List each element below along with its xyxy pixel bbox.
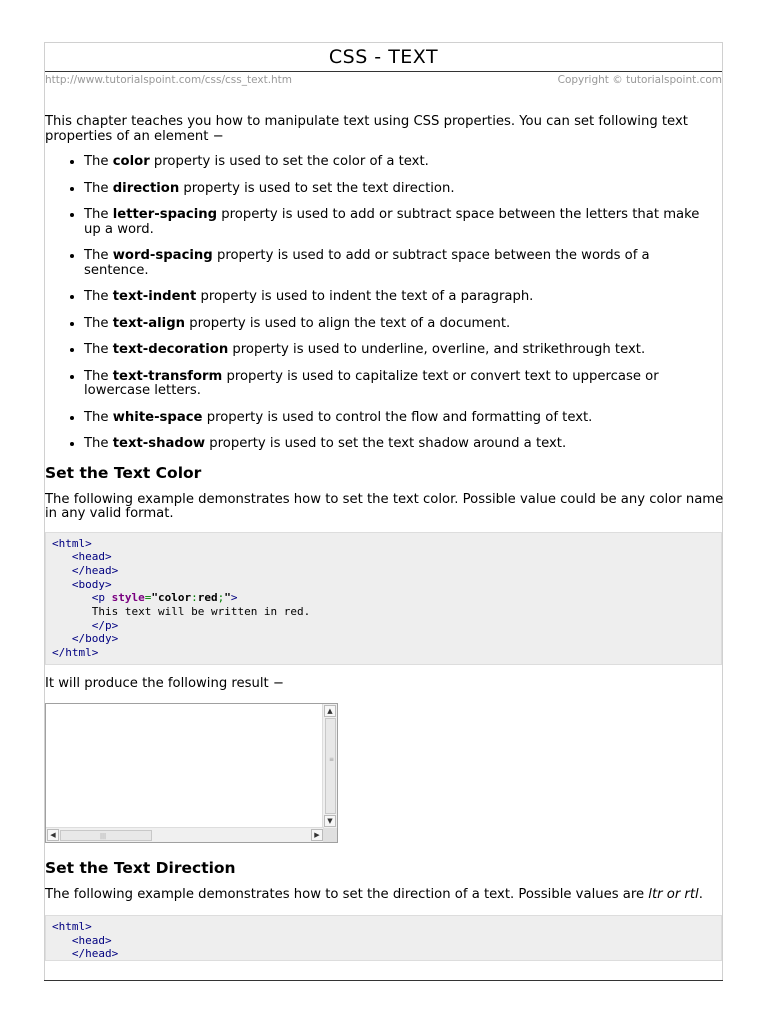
scroll-right-icon[interactable]: ▶ bbox=[311, 829, 323, 841]
result-iframe[interactable] bbox=[45, 703, 338, 843]
grip-icon: ||| bbox=[100, 833, 107, 841]
list-item: • The color property is used to set the color of a text. bbox=[84, 155, 724, 170]
page-title: CSS - TEXT bbox=[328, 46, 439, 68]
scroll-down-icon[interactable]: ▼ bbox=[324, 815, 336, 827]
vertical-scroll-thumb[interactable] bbox=[325, 718, 336, 814]
code-block: <html> <head> </head> bbox=[45, 915, 722, 961]
section-heading-text-color: Set the Text Color bbox=[45, 463, 202, 482]
section-description: The following example demonstrates how to set the text color. Possible value could be any color name in any valid format. bbox=[45, 491, 724, 521]
list-item: • The text-shadow property is used to set the text shadow around a text. bbox=[84, 437, 724, 452]
copyright-notice: Copyright © tutorialspoint.com bbox=[557, 74, 722, 86]
list-item: • The white-space property is used to control the flow and formatting of text. bbox=[84, 411, 724, 426]
result-label: It will produce the following result − bbox=[45, 675, 284, 691]
list-item: • The text-align property is used to align the text of a document. bbox=[84, 317, 724, 332]
list-item: • The word-spacing property is used to add or subtract space between the words of a sentence. bbox=[84, 249, 724, 278]
section-description: The following example demonstrates how to set the direction of a text. Possible values are ltr or rtl. bbox=[45, 887, 703, 903]
property-list bbox=[45, 155, 724, 452]
grip-icon: ≡ bbox=[328, 756, 334, 764]
scroll-up-icon[interactable]: ▲ bbox=[324, 705, 336, 717]
intro-paragraph: This chapter teaches you how to manipulate text using CSS properties. You can set following text properties of an element − bbox=[45, 114, 688, 144]
scrollbar-corner bbox=[323, 828, 337, 842]
main-content bbox=[45, 115, 724, 961]
title-divider bbox=[45, 71, 722, 72]
code-block: <html> <head> </head> <body> <p style="color:red;"> This text will be written in red. </p> </body> </html> bbox=[45, 532, 722, 665]
list-item: • The text-decoration property is used to underline, overline, and strikethrough text. bbox=[84, 343, 724, 358]
list-item: • The letter-spacing property is used to add or subtract space between the letters that make up a word. bbox=[84, 208, 724, 237]
scroll-left-icon[interactable]: ◀ bbox=[47, 829, 59, 841]
list-item: • The text-transform property is used to capitalize text or convert text to uppercase or lowercase letters. bbox=[84, 370, 724, 399]
list-item: • The text-indent property is used to indent the text of a paragraph. bbox=[84, 290, 724, 305]
vertical-scrollbar[interactable] bbox=[322, 704, 337, 828]
page bbox=[44, 42, 723, 980]
section-heading-text-direction: Set the Text Direction bbox=[45, 859, 236, 878]
page-bottom-divider bbox=[44, 980, 723, 981]
horizontal-scrollbar[interactable] bbox=[46, 827, 324, 842]
source-url[interactable]: http://www.tutorialspoint.com/css/css_text.htm bbox=[45, 74, 293, 86]
list-item: • The direction property is used to set the text direction. bbox=[84, 182, 724, 197]
